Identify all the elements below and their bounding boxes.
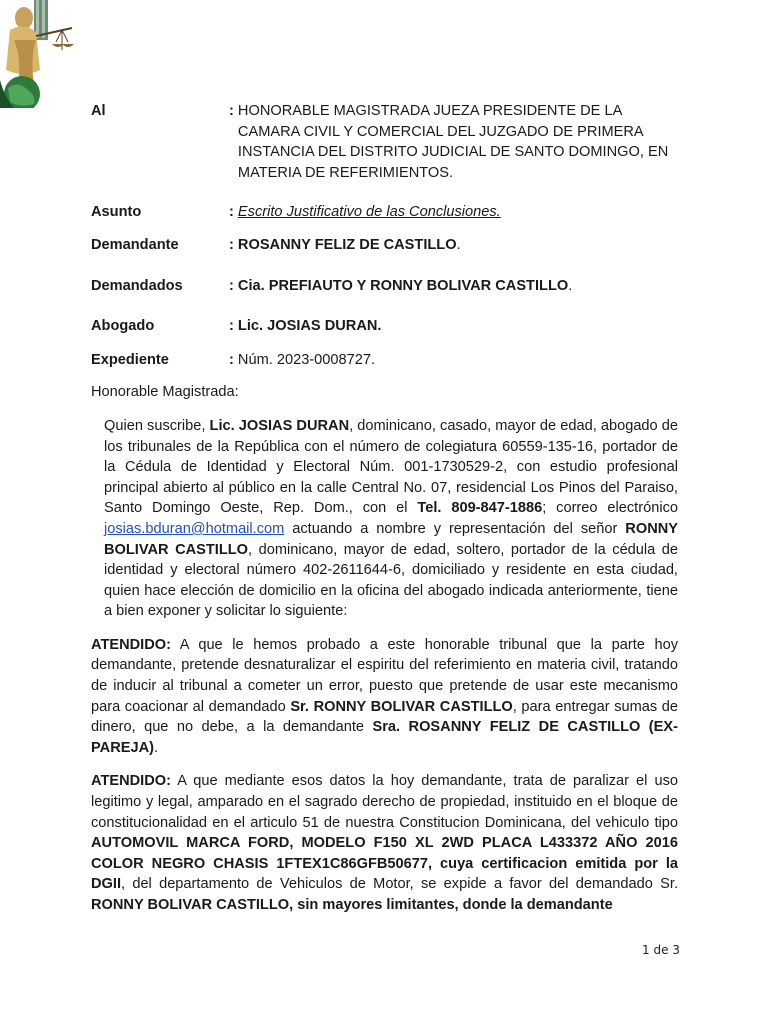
text: , del departamento de Vehiculos de Motor, se expide a favor del demandado Sr.: [121, 876, 678, 893]
case-number-value: Núm. 2023-0008727.: [237, 351, 376, 368]
client-name: RONNY BOLIVAR CASTILLO: [104, 520, 678, 558]
text: actuando a nombre y representación del señor: [284, 520, 626, 537]
subject-label: Asunto: [91, 204, 142, 221]
plaintiff-label: Demandante: [91, 236, 179, 253]
atendido-label: ATENDIDO:: [91, 636, 171, 653]
colon: :: [229, 236, 238, 253]
addressee-value: HONORABLE MAGISTRADA JUEZA PRESIDENTE DE LA CAMARA CIVIL Y COMERCIAL DEL JUZGADO DE PRIMERA INSTANCIA DEL DISTRITO JUDICIAL DE SANTO DOMINGO, EN MATERIA DE REFERIMIENTOS.: [237, 103, 669, 181]
plaintiff-row: Demandante : ROSANNY FELIZ DE CASTILLO.: [91, 235, 678, 256]
text: ; correo electrónico: [542, 500, 678, 517]
text: , dominicano, mayor de edad, soltero, portador de la cédula de identidad y electoral número 402-2611644-6, domiciliado y residente en esta ciudad, quien hace elección de domicilio en la oficina del abogado indicada anteriormente, tiene a bien exponer y solicitar lo siguiente:: [104, 541, 678, 620]
addressee-row: [91, 101, 678, 183]
phone-number: Tel. 809-847-1886: [417, 500, 543, 517]
page-number: 1 de 3: [642, 943, 680, 957]
text: .: [153, 739, 159, 756]
lawyer-row: [91, 316, 678, 337]
lawyer-value: Lic. JOSIAS DURAN.: [237, 318, 382, 335]
plaintiff-value: ROSANNY FELIZ DE CASTILLO: [237, 236, 457, 253]
atendido-label: ATENDIDO:: [91, 773, 171, 790]
defendants-label: Demandados: [91, 277, 183, 294]
colon: :: [229, 277, 238, 294]
case-number-row: [91, 350, 678, 371]
text: A que le hemos probado a este honorable tribunal que la parte hoy demandante, pretende desnaturalizar el espiritu del referimiento en materia civil, tratando de inducir al tribunal a cometer un error, puesto que pretende de usar este mecanismo para coacionar al demandado: [91, 636, 678, 715]
text: , dominicano, casado, mayor de edad, abogado de los tribunales de la República con el número de colegiatura 60559-135-16, portador de la Cédula de Identidad y Electoral Núm. 001-1730529-2, con estudio profesional principal abierto al público en la calle Central No. 07, residencial Los Pinos del Paraiso, Santo Domingo Oeste, Rep. Dom., con el: [104, 417, 678, 517]
colon: :: [229, 351, 238, 368]
paragraph-atendido-2: [91, 771, 678, 915]
subject-value: Escrito Justificativo de las Conclusiones.: [237, 204, 501, 221]
document-body: [91, 101, 678, 916]
paragraph-intro: [91, 416, 678, 622]
colon: :: [229, 318, 238, 335]
email-link[interactable]: josias.bduran@hotmail.com: [104, 520, 285, 537]
paragraph-atendido-1: [91, 635, 678, 759]
lady-justice-icon: [0, 0, 82, 108]
vehicle-description: AUTOMOVIL MARCA FORD, MODELO F150 XL 2WD PLACA L433372 AÑO 2016 COLOR NEGRO CHASIS 1FTEX1C86GFB50677, cuya certificacion emitida por la DGII: [91, 835, 678, 893]
text: Quien suscribe,: [104, 417, 210, 434]
subject-row: [91, 202, 678, 223]
defendants-row: Demandados : Cia. PREFIAUTO Y RONNY BOLIVAR CASTILLO.: [91, 276, 678, 297]
colon: :: [229, 103, 238, 119]
greeting: Honorable Magistrada:: [91, 384, 239, 401]
defendant-name: Sr. RONNY BOLIVAR CASTILLO: [290, 698, 513, 715]
lawyer-name: Lic. JOSIAS DURAN: [209, 417, 350, 434]
text: A que mediante esos datos la hoy demandante, trata de paralizar el uso legitimo y legal, amparado en el sagrado derecho de propiedad, instituido en el bloque de constitucionalidad en el articulo 51 de nuestra Constitucion Dominicana, del vehiculo tipo: [91, 773, 678, 831]
case-number-label: Expediente: [91, 351, 169, 368]
colon: :: [229, 204, 238, 221]
defendants-value: Cia. PREFIAUTO Y RONNY BOLIVAR CASTILLO: [237, 277, 569, 294]
plaintiff-name: Sra. ROSANNY FELIZ DE CASTILLO (EX-PAREJA): [91, 719, 678, 756]
lawyer-label: Abogado: [91, 318, 155, 335]
defendant-name: RONNY BOLIVAR CASTILLO, sin mayores limitantes, donde la demandante: [91, 897, 613, 913]
addressee-label: Al: [91, 103, 106, 119]
text: , para entregar sumas de dinero, que no debe, a la demandante: [91, 698, 678, 736]
